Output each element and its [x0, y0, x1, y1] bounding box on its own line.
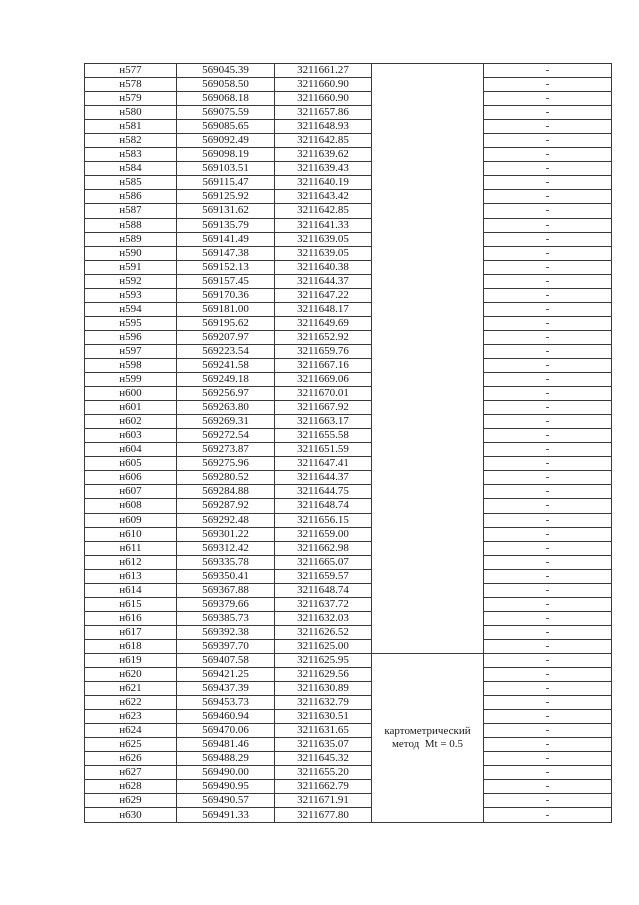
table-row — [85, 92, 612, 106]
point-id-cell: н621 — [85, 682, 177, 696]
point-id-cell: н623 — [85, 710, 177, 724]
note-cell: - — [484, 429, 612, 443]
table-row — [85, 415, 612, 429]
note-cell: - — [484, 625, 612, 639]
table-row — [85, 738, 612, 752]
note-cell: - — [484, 302, 612, 316]
y-coordinate-cell: 3211642.85 — [275, 204, 372, 218]
note-cell: - — [484, 710, 612, 724]
note-cell: - — [484, 106, 612, 120]
y-coordinate-cell: 3211677.80 — [275, 808, 372, 822]
point-id-cell: н595 — [85, 316, 177, 330]
x-coordinate-cell: 569147.38 — [177, 246, 275, 260]
note-cell: - — [484, 794, 612, 808]
note-cell: - — [484, 499, 612, 513]
y-coordinate-cell: 3211663.17 — [275, 415, 372, 429]
table-row — [85, 513, 612, 527]
table-row — [85, 808, 612, 822]
y-coordinate-cell: 3211660.90 — [275, 78, 372, 92]
point-id-cell: н602 — [85, 415, 177, 429]
note-cell: - — [484, 541, 612, 555]
point-id-cell: н620 — [85, 668, 177, 682]
x-coordinate-cell: 569397.70 — [177, 639, 275, 653]
note-cell: - — [484, 401, 612, 415]
note-cell: - — [484, 682, 612, 696]
y-coordinate-cell: 3211649.69 — [275, 316, 372, 330]
point-id-cell: н592 — [85, 274, 177, 288]
y-coordinate-cell: 3211669.06 — [275, 373, 372, 387]
x-coordinate-cell: 569256.97 — [177, 387, 275, 401]
point-id-cell: н588 — [85, 218, 177, 232]
y-coordinate-cell: 3211660.90 — [275, 92, 372, 106]
x-coordinate-cell: 569335.78 — [177, 555, 275, 569]
table-row — [85, 190, 612, 204]
note-cell: - — [484, 344, 612, 358]
y-coordinate-cell: 3211648.74 — [275, 583, 372, 597]
x-coordinate-cell: 569490.57 — [177, 794, 275, 808]
point-id-cell: н600 — [85, 387, 177, 401]
table-row — [85, 302, 612, 316]
table-row — [85, 639, 612, 653]
table-row — [85, 611, 612, 625]
y-coordinate-cell: 3211661.27 — [275, 64, 372, 78]
point-id-cell: н607 — [85, 485, 177, 499]
y-coordinate-cell: 3211659.76 — [275, 344, 372, 358]
x-coordinate-cell: 569152.13 — [177, 260, 275, 274]
point-id-cell: н599 — [85, 373, 177, 387]
point-id-cell: н594 — [85, 302, 177, 316]
y-coordinate-cell: 3211667.16 — [275, 358, 372, 372]
y-coordinate-cell: 3211630.89 — [275, 682, 372, 696]
note-cell: - — [484, 134, 612, 148]
point-id-cell: н577 — [85, 64, 177, 78]
table-row — [85, 78, 612, 92]
y-coordinate-cell: 3211625.95 — [275, 653, 372, 667]
note-cell: - — [484, 330, 612, 344]
point-id-cell: н605 — [85, 457, 177, 471]
x-coordinate-cell: 569170.36 — [177, 288, 275, 302]
table-row — [85, 457, 612, 471]
x-coordinate-cell: 569058.50 — [177, 78, 275, 92]
table-row — [85, 148, 612, 162]
y-coordinate-cell: 3211629.56 — [275, 668, 372, 682]
x-coordinate-cell: 569092.49 — [177, 134, 275, 148]
note-cell: - — [484, 387, 612, 401]
x-coordinate-cell: 569045.39 — [177, 64, 275, 78]
y-coordinate-cell: 3211652.92 — [275, 330, 372, 344]
point-id-cell: н615 — [85, 597, 177, 611]
note-cell: - — [484, 724, 612, 738]
y-coordinate-cell: 3211647.22 — [275, 288, 372, 302]
point-id-cell: н613 — [85, 569, 177, 583]
y-coordinate-cell: 3211640.38 — [275, 260, 372, 274]
y-coordinate-cell: 3211667.92 — [275, 401, 372, 415]
y-coordinate-cell: 3211644.37 — [275, 274, 372, 288]
point-id-cell: н618 — [85, 639, 177, 653]
x-coordinate-cell: 569115.47 — [177, 176, 275, 190]
coordinates-table — [84, 63, 612, 823]
note-cell: - — [484, 260, 612, 274]
table-row — [85, 429, 612, 443]
y-coordinate-cell: 3211659.00 — [275, 527, 372, 541]
note-cell: - — [484, 485, 612, 499]
note-cell: - — [484, 443, 612, 457]
note-cell: - — [484, 738, 612, 752]
table-row — [85, 204, 612, 218]
y-coordinate-cell: 3211651.59 — [275, 443, 372, 457]
table-row — [85, 64, 612, 78]
point-id-cell: н611 — [85, 541, 177, 555]
x-coordinate-cell: 569125.92 — [177, 190, 275, 204]
point-id-cell: н609 — [85, 513, 177, 527]
x-coordinate-cell: 569421.25 — [177, 668, 275, 682]
point-id-cell: н627 — [85, 766, 177, 780]
table-row — [85, 471, 612, 485]
point-id-cell: н596 — [85, 330, 177, 344]
y-coordinate-cell: 3211670.01 — [275, 387, 372, 401]
table-row — [85, 344, 612, 358]
x-coordinate-cell: 569481.46 — [177, 738, 275, 752]
point-id-cell: н590 — [85, 246, 177, 260]
coordinate-table-page — [84, 63, 611, 823]
y-coordinate-cell: 3211631.65 — [275, 724, 372, 738]
y-coordinate-cell: 3211639.62 — [275, 148, 372, 162]
x-coordinate-cell: 569491.33 — [177, 808, 275, 822]
x-coordinate-cell: 569141.49 — [177, 232, 275, 246]
y-coordinate-cell: 3211656.15 — [275, 513, 372, 527]
y-coordinate-cell: 3211630.51 — [275, 710, 372, 724]
point-id-cell: н625 — [85, 738, 177, 752]
point-id-cell: н579 — [85, 92, 177, 106]
x-coordinate-cell: 569195.62 — [177, 316, 275, 330]
x-coordinate-cell: 569385.73 — [177, 611, 275, 625]
y-coordinate-cell: 3211645.32 — [275, 752, 372, 766]
point-id-cell: н583 — [85, 148, 177, 162]
x-coordinate-cell: 569223.54 — [177, 344, 275, 358]
table-row — [85, 134, 612, 148]
x-coordinate-cell: 569287.92 — [177, 499, 275, 513]
note-cell: - — [484, 583, 612, 597]
x-coordinate-cell: 569312.42 — [177, 541, 275, 555]
table-row — [85, 625, 612, 639]
x-coordinate-cell: 569085.65 — [177, 120, 275, 134]
note-cell: - — [484, 190, 612, 204]
method-cell — [372, 653, 484, 822]
x-coordinate-cell: 569301.22 — [177, 527, 275, 541]
x-coordinate-cell: 569275.96 — [177, 457, 275, 471]
table-row — [85, 176, 612, 190]
table-row — [85, 120, 612, 134]
point-id-cell: н597 — [85, 344, 177, 358]
table-row — [85, 401, 612, 415]
point-id-cell: н581 — [85, 120, 177, 134]
x-coordinate-cell: 569075.59 — [177, 106, 275, 120]
point-id-cell: н598 — [85, 358, 177, 372]
table-row — [85, 541, 612, 555]
note-cell: - — [484, 415, 612, 429]
note-cell: - — [484, 218, 612, 232]
table-row — [85, 583, 612, 597]
x-coordinate-cell: 569068.18 — [177, 92, 275, 106]
x-coordinate-cell: 569103.51 — [177, 162, 275, 176]
table-row — [85, 766, 612, 780]
y-coordinate-cell: 3211639.05 — [275, 246, 372, 260]
table-row — [85, 597, 612, 611]
y-coordinate-cell: 3211642.85 — [275, 134, 372, 148]
note-cell: - — [484, 555, 612, 569]
x-coordinate-cell: 569367.88 — [177, 583, 275, 597]
y-coordinate-cell: 3211643.42 — [275, 190, 372, 204]
x-coordinate-cell: 569263.80 — [177, 401, 275, 415]
note-cell: - — [484, 148, 612, 162]
table-row — [85, 668, 612, 682]
x-coordinate-cell: 569490.00 — [177, 766, 275, 780]
y-coordinate-cell: 3211640.19 — [275, 176, 372, 190]
point-id-cell: н612 — [85, 555, 177, 569]
x-coordinate-cell: 569379.66 — [177, 597, 275, 611]
point-id-cell: н580 — [85, 106, 177, 120]
table-row — [85, 569, 612, 583]
note-cell: - — [484, 808, 612, 822]
point-id-cell: н608 — [85, 499, 177, 513]
y-coordinate-cell: 3211648.17 — [275, 302, 372, 316]
point-id-cell: н606 — [85, 471, 177, 485]
note-cell: - — [484, 78, 612, 92]
note-cell: - — [484, 597, 612, 611]
point-id-cell: н616 — [85, 611, 177, 625]
point-id-cell: н578 — [85, 78, 177, 92]
point-id-cell: н619 — [85, 653, 177, 667]
table-row — [85, 358, 612, 372]
table-row — [85, 260, 612, 274]
note-cell: - — [484, 752, 612, 766]
table-row — [85, 232, 612, 246]
note-cell: - — [484, 64, 612, 78]
y-coordinate-cell: 3211655.58 — [275, 429, 372, 443]
table-row — [85, 387, 612, 401]
note-cell: - — [484, 527, 612, 541]
table-row — [85, 246, 612, 260]
note-cell: - — [484, 316, 612, 330]
y-coordinate-cell: 3211655.20 — [275, 766, 372, 780]
table-row — [85, 780, 612, 794]
table-row — [85, 682, 612, 696]
x-coordinate-cell: 569241.58 — [177, 358, 275, 372]
y-coordinate-cell: 3211635.07 — [275, 738, 372, 752]
note-cell: - — [484, 162, 612, 176]
point-id-cell: н585 — [85, 176, 177, 190]
table-row — [85, 373, 612, 387]
note-cell: - — [484, 232, 612, 246]
table-row — [85, 752, 612, 766]
note-cell: - — [484, 373, 612, 387]
x-coordinate-cell: 569269.31 — [177, 415, 275, 429]
method-label-line2: метод Mt = 0.5 — [391, 737, 464, 750]
y-coordinate-cell: 3211657.86 — [275, 106, 372, 120]
y-coordinate-cell: 3211659.57 — [275, 569, 372, 583]
note-cell: - — [484, 457, 612, 471]
y-coordinate-cell: 3211639.43 — [275, 162, 372, 176]
note-cell: - — [484, 639, 612, 653]
point-id-cell: н587 — [85, 204, 177, 218]
point-id-cell: н593 — [85, 288, 177, 302]
y-coordinate-cell: 3211637.72 — [275, 597, 372, 611]
method-label-line1: картометрический — [384, 724, 471, 737]
x-coordinate-cell: 569460.94 — [177, 710, 275, 724]
note-cell: - — [484, 696, 612, 710]
x-coordinate-cell: 569272.54 — [177, 429, 275, 443]
y-coordinate-cell: 3211625.00 — [275, 639, 372, 653]
table-row — [85, 274, 612, 288]
x-coordinate-cell: 569470.06 — [177, 724, 275, 738]
table-row — [85, 499, 612, 513]
table-row — [85, 106, 612, 120]
point-id-cell: н624 — [85, 724, 177, 738]
note-cell: - — [484, 653, 612, 667]
point-id-cell: н614 — [85, 583, 177, 597]
note-cell: - — [484, 176, 612, 190]
note-cell: - — [484, 120, 612, 134]
note-cell: - — [484, 471, 612, 485]
note-cell: - — [484, 513, 612, 527]
y-coordinate-cell: 3211662.79 — [275, 780, 372, 794]
point-id-cell: н626 — [85, 752, 177, 766]
y-coordinate-cell: 3211626.52 — [275, 625, 372, 639]
x-coordinate-cell: 569135.79 — [177, 218, 275, 232]
point-id-cell: н601 — [85, 401, 177, 415]
x-coordinate-cell: 569284.88 — [177, 485, 275, 499]
note-cell: - — [484, 780, 612, 794]
x-coordinate-cell: 569350.41 — [177, 569, 275, 583]
y-coordinate-cell: 3211671.91 — [275, 794, 372, 808]
x-coordinate-cell: 569280.52 — [177, 471, 275, 485]
x-coordinate-cell: 569407.58 — [177, 653, 275, 667]
point-id-cell: н584 — [85, 162, 177, 176]
point-id-cell: н589 — [85, 232, 177, 246]
note-cell: - — [484, 569, 612, 583]
y-coordinate-cell: 3211648.93 — [275, 120, 372, 134]
table-row — [85, 443, 612, 457]
table-row — [85, 696, 612, 710]
table-row — [85, 162, 612, 176]
table-row — [85, 710, 612, 724]
note-cell: - — [484, 611, 612, 625]
x-coordinate-cell: 569488.29 — [177, 752, 275, 766]
x-coordinate-cell: 569292.48 — [177, 513, 275, 527]
note-cell: - — [484, 358, 612, 372]
note-cell: - — [484, 668, 612, 682]
x-coordinate-cell: 569249.18 — [177, 373, 275, 387]
note-cell: - — [484, 288, 612, 302]
x-coordinate-cell: 569207.97 — [177, 330, 275, 344]
point-id-cell: н622 — [85, 696, 177, 710]
method-cell-empty — [372, 64, 484, 654]
x-coordinate-cell: 569273.87 — [177, 443, 275, 457]
note-cell: - — [484, 766, 612, 780]
table-row — [85, 316, 612, 330]
table-row — [85, 218, 612, 232]
note-cell: - — [484, 204, 612, 218]
note-cell: - — [484, 274, 612, 288]
table-row — [85, 485, 612, 499]
point-id-cell: н629 — [85, 794, 177, 808]
x-coordinate-cell: 569453.73 — [177, 696, 275, 710]
point-id-cell: н586 — [85, 190, 177, 204]
y-coordinate-cell: 3211641.33 — [275, 218, 372, 232]
x-coordinate-cell: 569392.38 — [177, 625, 275, 639]
x-coordinate-cell: 569490.95 — [177, 780, 275, 794]
point-id-cell: н591 — [85, 260, 177, 274]
x-coordinate-cell: 569181.00 — [177, 302, 275, 316]
x-coordinate-cell: 569131.62 — [177, 204, 275, 218]
table-row — [85, 724, 612, 738]
coordinates-table-body — [85, 64, 612, 823]
y-coordinate-cell: 3211662.98 — [275, 541, 372, 555]
y-coordinate-cell: 3211644.75 — [275, 485, 372, 499]
point-id-cell: н630 — [85, 808, 177, 822]
note-cell: - — [484, 92, 612, 106]
y-coordinate-cell: 3211648.74 — [275, 499, 372, 513]
x-coordinate-cell: 569437.39 — [177, 682, 275, 696]
y-coordinate-cell: 3211665.07 — [275, 555, 372, 569]
note-cell: - — [484, 246, 612, 260]
x-coordinate-cell: 569098.19 — [177, 148, 275, 162]
x-coordinate-cell: 569157.45 — [177, 274, 275, 288]
table-row — [85, 288, 612, 302]
point-id-cell: н628 — [85, 780, 177, 794]
table-row — [85, 330, 612, 344]
y-coordinate-cell: 3211632.03 — [275, 611, 372, 625]
y-coordinate-cell: 3211632.79 — [275, 696, 372, 710]
table-row — [85, 527, 612, 541]
point-id-cell: н617 — [85, 625, 177, 639]
table-row — [85, 555, 612, 569]
table-row — [85, 794, 612, 808]
point-id-cell: н582 — [85, 134, 177, 148]
y-coordinate-cell: 3211644.37 — [275, 471, 372, 485]
point-id-cell: н604 — [85, 443, 177, 457]
y-coordinate-cell: 3211639.05 — [275, 232, 372, 246]
point-id-cell: н610 — [85, 527, 177, 541]
point-id-cell: н603 — [85, 429, 177, 443]
y-coordinate-cell: 3211647.41 — [275, 457, 372, 471]
table-row — [85, 653, 612, 667]
